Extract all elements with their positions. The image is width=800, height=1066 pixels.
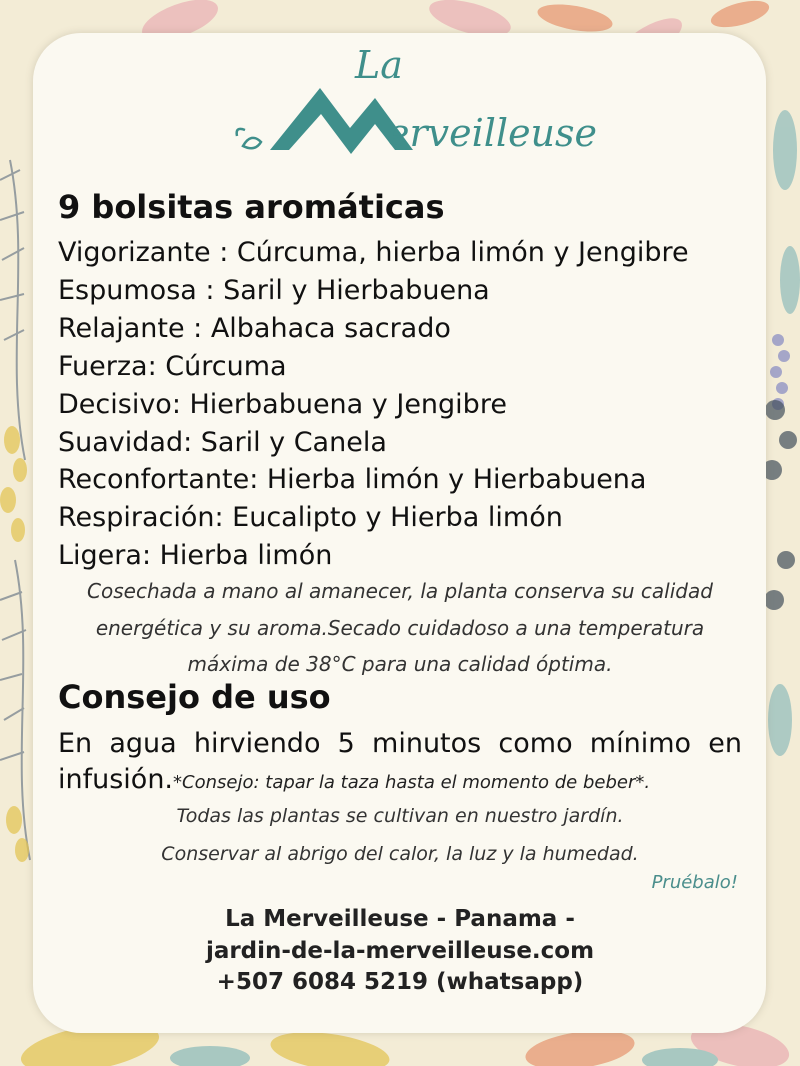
usage-word: minutos bbox=[372, 728, 482, 759]
blend-item: Ligera: Hierba limón bbox=[58, 540, 333, 572]
right-lavender-sprigs bbox=[770, 334, 790, 410]
try-it-text: Pruébalo! bbox=[651, 872, 738, 893]
logo-name-text: erveilleuse bbox=[387, 111, 598, 155]
title: 9 bolsitas aromáticas bbox=[58, 188, 445, 226]
harvest-note-line: energética y su aroma.Secado cuidadoso a una temperatura bbox=[95, 615, 705, 640]
garden-note: Todas las plantas se cultivan en nuestro jardín. bbox=[176, 805, 624, 827]
blend-item: Suavidad: Saril y Canela bbox=[58, 426, 387, 458]
harvest-note-line: máxima de 38°C para una calidad óptima. bbox=[187, 652, 613, 676]
contact-block bbox=[60, 904, 740, 999]
right-dark-flowers bbox=[762, 400, 797, 610]
left-yellow-sprigs bbox=[0, 426, 29, 862]
blend-item: Respiración: Eucalipto y Hierba limón bbox=[58, 502, 563, 534]
flourish-icon bbox=[237, 129, 261, 148]
contact-phone: +507 6084 5219 (whatsapp) bbox=[216, 969, 584, 995]
storage-note: Conservar al abrigo del calor, la luz y la humedad. bbox=[161, 843, 639, 865]
usage-text bbox=[58, 726, 742, 801]
usage-title: Consejo de uso bbox=[58, 678, 331, 716]
brand-logo bbox=[225, 40, 598, 170]
blend-item: Reconfortante: Hierba limón y Hierbabuena bbox=[58, 464, 647, 496]
blend-item: Fuerza: Cúrcuma bbox=[58, 350, 287, 382]
logo-la-text: La bbox=[355, 43, 403, 87]
harvest-note bbox=[60, 573, 740, 683]
usage-word: 5 bbox=[337, 728, 355, 759]
blend-list bbox=[58, 234, 689, 575]
usage-word: mínimo bbox=[589, 728, 692, 759]
usage-word: hirviendo bbox=[193, 728, 321, 759]
harvest-note-line: Cosechada a mano al amanecer, la planta conserva su calidad bbox=[87, 579, 713, 603]
usage-word: agua bbox=[109, 728, 177, 759]
usage-line-2-text: infusión. bbox=[58, 764, 174, 795]
blend-item: Espumosa : Saril y Hierbabuena bbox=[58, 274, 490, 306]
blend-item: Relajante : Albahaca sacrado bbox=[58, 312, 451, 344]
blend-item: Decisivo: Hierbabuena y Jengibre bbox=[58, 388, 507, 420]
usage-line-1 bbox=[58, 726, 742, 762]
usage-line-2 bbox=[58, 762, 742, 801]
usage-tip: *Consejo: tapar la taza hasta el momento de beber*. bbox=[173, 772, 651, 793]
contact-name: La Merveilleuse - Panama - bbox=[225, 906, 575, 932]
contact-website: jardin-de-la-merveilleuse.com bbox=[205, 937, 595, 964]
usage-word: como bbox=[498, 728, 573, 759]
blend-item: Vigorizante : Cúrcuma, hierba limón y Jengibre bbox=[58, 237, 689, 268]
usage-word: En bbox=[58, 728, 93, 759]
usage-word: en bbox=[708, 728, 742, 759]
